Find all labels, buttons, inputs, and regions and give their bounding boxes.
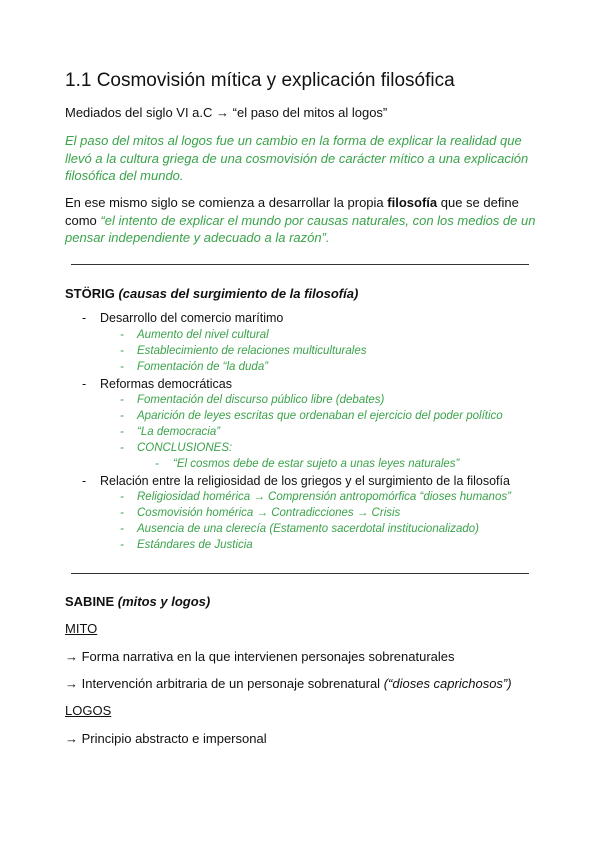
sub-list-item: Estándares de Justicia (137, 539, 253, 551)
bullet-dash: - (120, 491, 124, 503)
sub-list-item: Aumento del nivel cultural (137, 329, 269, 341)
storig-name: STÖRIG (65, 286, 115, 301)
mito-line-2-italic: (“dioses caprichosos”) (383, 676, 512, 691)
philosophy-paragraph (65, 194, 540, 247)
sub-list-item: “La democracia” (137, 426, 221, 438)
definition-paragraph: El paso del mitos al logos fue un cambio en la forma de explicar la realidad que llevó a la cultura griega de una cosmovisión de carácter mítico a una explicación filosófica del mundo. (65, 133, 529, 183)
bullet-dash: - (120, 329, 124, 341)
list-item: Reformas democráticas (100, 377, 232, 391)
para-mid: que se define como (65, 195, 519, 228)
intro-line: Mediados del siglo VI a.C → “el paso del mitos al logos” (65, 105, 388, 120)
para-lead: En ese mismo siglo se comienza a desarrollar la propia (65, 195, 384, 210)
sabine-subtitle: (mitos y logos) (117, 594, 211, 609)
list-item: Relación entre la religiosidad de los griegos y el surgimiento de la filosofía (100, 474, 510, 488)
mito-line-2 (65, 675, 512, 693)
bullet-dash: - (82, 474, 87, 488)
bullet-dash: - (120, 410, 124, 422)
mito-line-1: → Forma narrativa en la que intervienen personajes sobrenaturales (65, 649, 455, 664)
sub-list-item: Fomentación del discurso público libre (debates) (137, 394, 385, 406)
divider-1 (71, 264, 529, 265)
bullet-dash: - (120, 539, 124, 551)
mito-line-2-lead: → Intervención arbitraria de un personaje sobrenatural (65, 676, 381, 691)
mito-heading: MITO (65, 621, 98, 636)
sub-list-item: Establecimiento de relaciones multiculturales (137, 345, 367, 357)
logos-heading: LOGOS (65, 703, 112, 718)
sabine-name: SABINE (65, 594, 115, 609)
bullet-dash: - (120, 345, 124, 357)
sabine-heading (65, 593, 210, 611)
para-bold-term: filosofía (387, 195, 438, 210)
sub-list-item: CONCLUSIONES: (137, 442, 233, 454)
sub-list-item: Religiosidad homérica → Comprensión antropomórfica “dioses humanos” (137, 491, 511, 503)
logos-line-1: → Principio abstracto e impersonal (65, 731, 267, 746)
para-quote: “el intento de explicar el mundo por causas naturales, con los medios de un pensar independiente y adecuado a la razón”. (65, 212, 536, 245)
bullet-dash: - (120, 394, 124, 406)
list-item: Desarrollo del comercio marítimo (100, 311, 284, 325)
page-title: 1.1 Cosmovisión mítica y explicación filosófica (65, 70, 455, 91)
sub-sub-list-item: “El cosmos debe de estar sujeto a unas leyes naturales” (173, 458, 460, 470)
sub-list-item: Cosmovisión homérica → Contradicciones → Crisis (137, 507, 401, 519)
bullet-dash: - (120, 426, 124, 438)
sub-list-item: Aparición de leyes escritas que ordenaban el ejercicio del poder político (137, 410, 503, 422)
bullet-dash: - (120, 523, 124, 535)
divider-2 (71, 573, 529, 574)
storig-heading (65, 285, 358, 303)
bullet-dash: - (82, 311, 87, 325)
bullet-dash: - (120, 507, 124, 519)
bullet-dash: - (120, 442, 124, 454)
storig-subtitle: (causas del surgimiento de la filosofía) (118, 286, 359, 301)
bullet-dash: - (82, 377, 87, 391)
sub-list-item: Ausencia de una clerecía (Estamento sacerdotal institucionalizado) (137, 523, 479, 535)
bullet-dash: - (120, 361, 124, 373)
bullet-dash: - (155, 458, 159, 470)
sub-list-item: Fomentación de “la duda” (137, 361, 269, 373)
